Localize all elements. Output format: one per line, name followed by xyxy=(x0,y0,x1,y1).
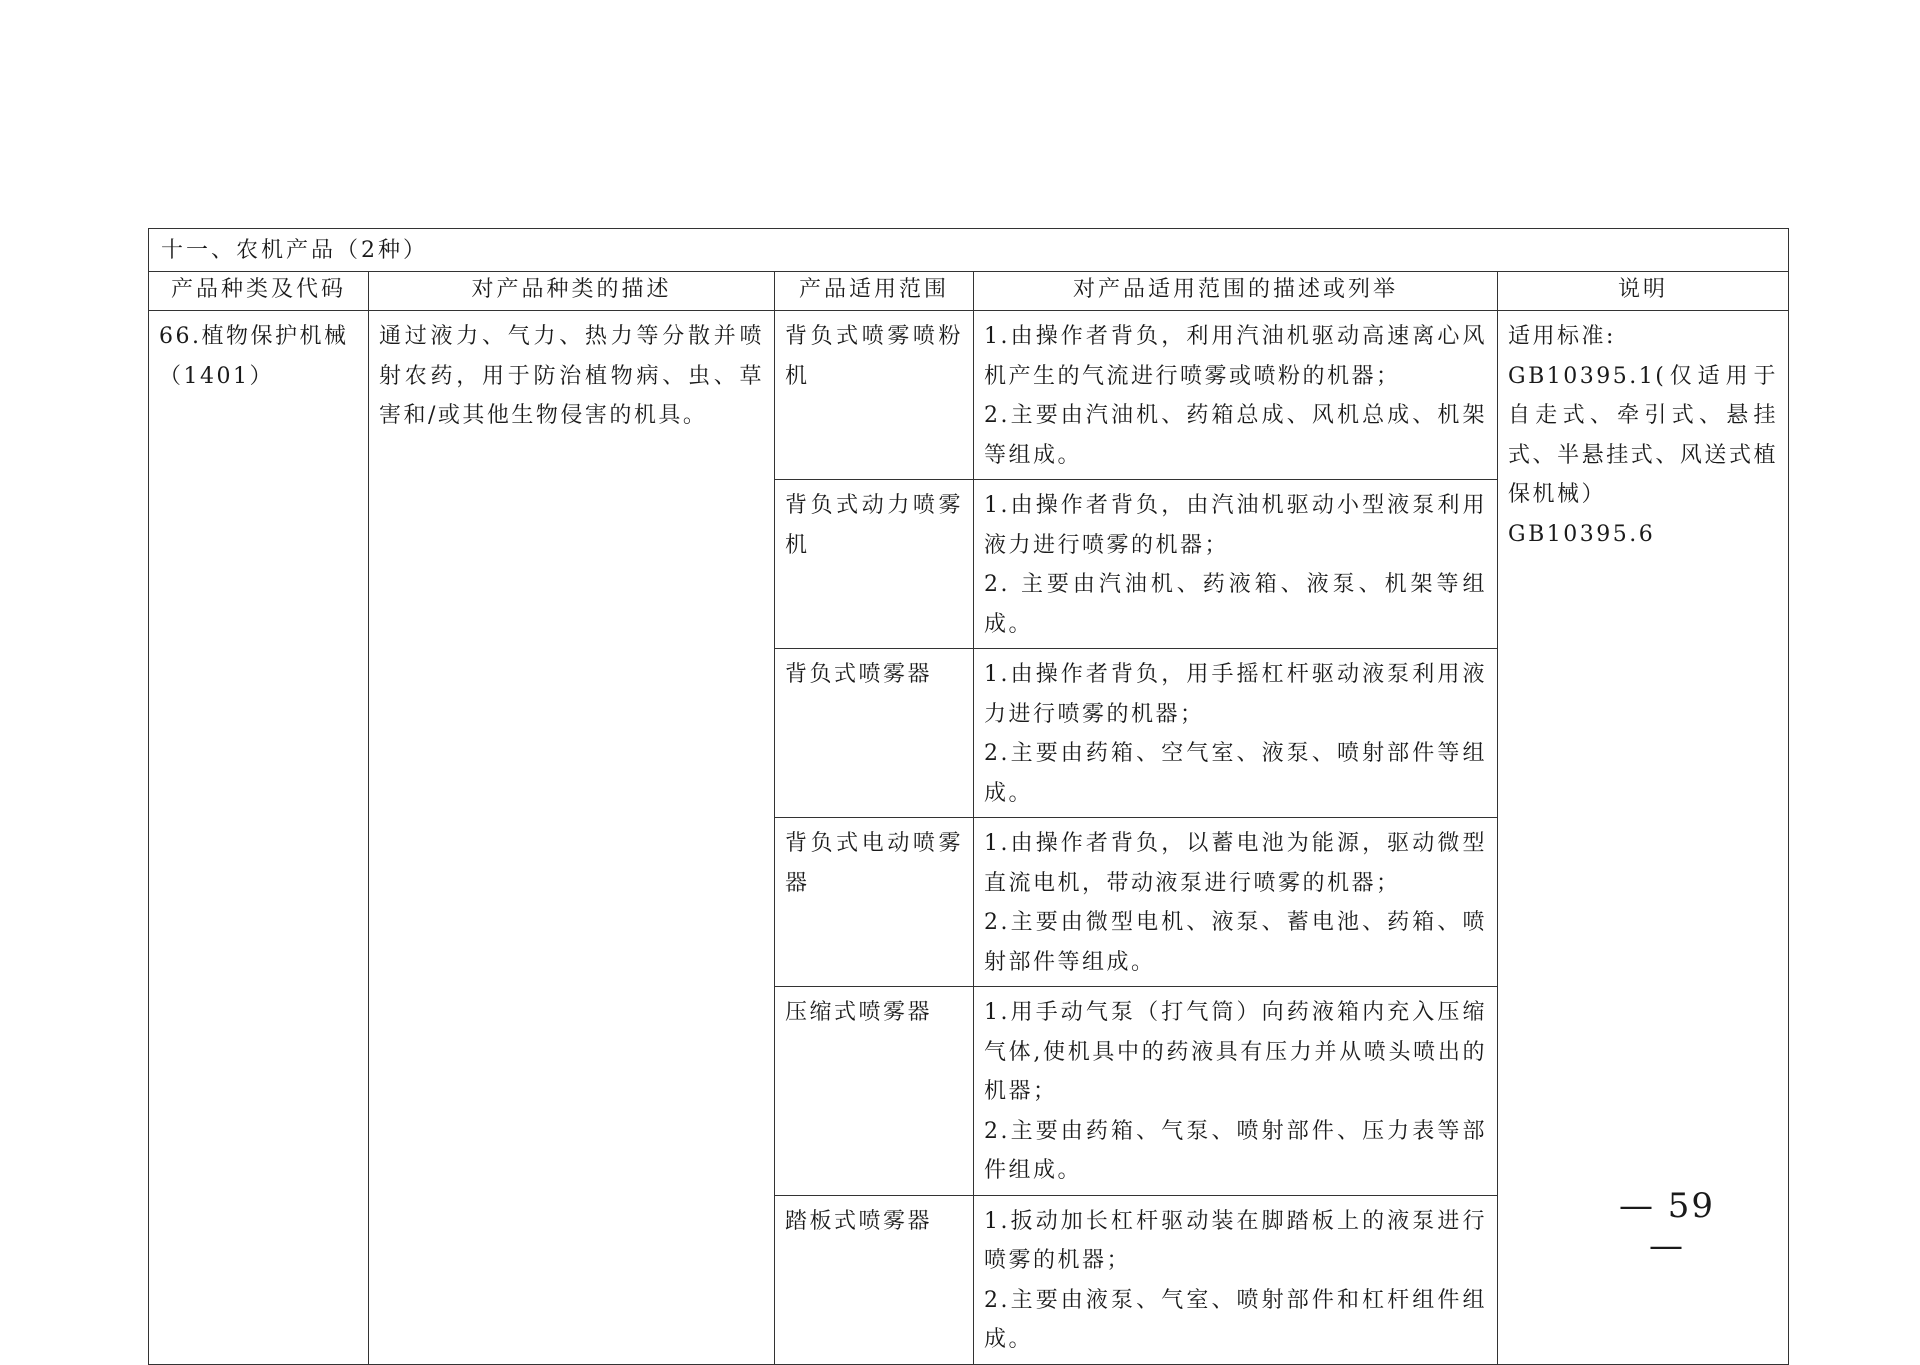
category-description: 通过液力、气力、热力等分散并喷射农药，用于防治植物病、虫、草害和/或其他生物侵害的机具。 xyxy=(369,311,775,1365)
scope-description-item: 2.主要由药箱、气泵、喷射部件、压力表等部件组成。 xyxy=(984,1118,1487,1183)
scope-name: 踏板式喷雾器 xyxy=(775,1195,974,1364)
header-notes: 说明 xyxy=(1498,272,1789,311)
scope-name: 背负式喷雾喷粉机 xyxy=(775,311,974,480)
scope-description xyxy=(974,480,1498,649)
scope-description-item: 1.由操作者背负，用手摇杠杆驱动液泵利用液力进行喷雾的机器； xyxy=(984,662,1487,727)
scope-description xyxy=(974,649,1498,818)
header-category-description: 对产品种类的描述 xyxy=(369,272,775,311)
standard-item: GB10395.1(仅适用于自走式、牵引式、悬挂式、半悬挂式、风送式植保机械） xyxy=(1508,363,1779,507)
scope-description-item: 2.主要由液泵、气室、喷射部件和杠杆组件组成。 xyxy=(984,1287,1487,1352)
scope-description-item: 2. 主要由汽油机、药液箱、液泵、机架等组成。 xyxy=(984,572,1487,637)
standard-item: GB10395.6 xyxy=(1508,521,1656,547)
header-scope: 产品适用范围 xyxy=(775,272,974,311)
scope-description-item: 2.主要由微型电机、液泵、蓄电池、药箱、喷射部件等组成。 xyxy=(984,910,1487,975)
scope-name: 背负式电动喷雾器 xyxy=(775,818,974,987)
header-scope-description: 对产品适用范围的描述或列举 xyxy=(974,272,1498,311)
scope-name: 压缩式喷雾器 xyxy=(775,987,974,1196)
scope-name: 背负式动力喷雾机 xyxy=(775,480,974,649)
page-number: — 59 — xyxy=(1618,1186,1716,1266)
section-title-row xyxy=(149,229,1789,272)
scope-description-item: 2.主要由药箱、空气室、液泵、喷射部件等组成。 xyxy=(984,741,1487,806)
header-category: 产品种类及代码 xyxy=(149,272,369,311)
scope-description xyxy=(974,1195,1498,1364)
table-row xyxy=(149,311,1789,480)
scope-description xyxy=(974,987,1498,1196)
scope-description-item: 1.扳动加长杠杆驱动装在脚踏板上的液泵进行喷雾的机器； xyxy=(984,1208,1487,1273)
scope-description xyxy=(974,818,1498,987)
scope-description-item: 1.用手动气泵（打气筒）向药液箱内充入压缩气体,使机具中的药液具有压力并从喷头喷出的机器； xyxy=(984,1000,1487,1104)
header-row xyxy=(149,272,1789,311)
catalog-table xyxy=(148,228,1789,1365)
notes-label: 适用标准: xyxy=(1508,324,1616,349)
scope-description-item: 1.由操作者背负，利用汽油机驱动高速离心风机产生的气流进行喷雾或喷粉的机器； xyxy=(984,324,1487,389)
category-name: 66.植物保护机械 xyxy=(159,324,349,349)
category-code: （1401） xyxy=(159,363,274,389)
category-cell xyxy=(149,311,369,1365)
scope-name: 背负式喷雾器 xyxy=(775,649,974,818)
section-title: 十一、农机产品（2种） xyxy=(149,229,1789,272)
scope-description xyxy=(974,311,1498,480)
scope-description-item: 1.由操作者背负，以蓄电池为能源，驱动微型直流电机，带动液泵进行喷雾的机器； xyxy=(984,831,1487,896)
scope-description-item: 1.由操作者背负，由汽油机驱动小型液泵利用液力进行喷雾的机器； xyxy=(984,493,1487,558)
scope-description-item: 2.主要由汽油机、药箱总成、风机总成、机架等组成。 xyxy=(984,403,1487,468)
